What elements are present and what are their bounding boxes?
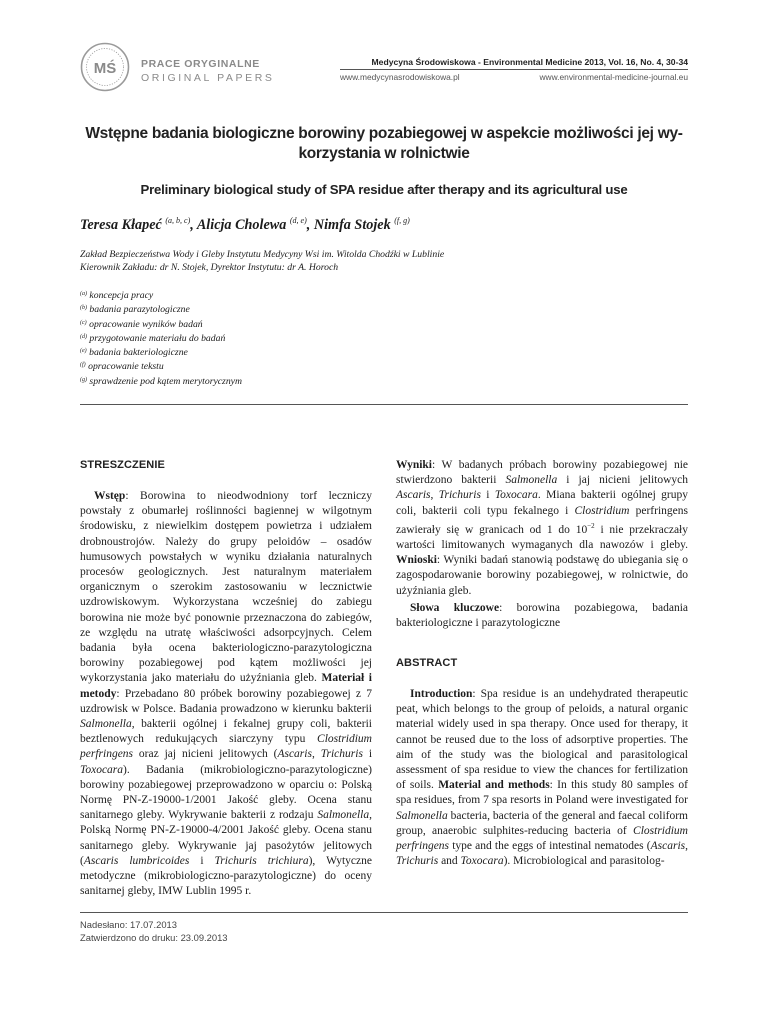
keywords-text: : borowina pozabiegowa, badania bakteriologiczne i parazytologiczne — [396, 602, 688, 630]
streszczenie-continued — [396, 458, 688, 599]
author-name: Alicja Cholewa — [196, 217, 287, 233]
article-type-en: ORIGINAL PAPERS — [141, 72, 275, 84]
journal-url-en[interactable]: www.environmental-medicine-journal.eu — [539, 72, 688, 82]
author-name: Teresa Kłapeć — [80, 217, 162, 233]
contribution-item: $^{(b)}$ badania parazytologiczne — [80, 304, 190, 316]
abstract-paragraph: Introduction: Spa residue is an undehydrated therapeutic peat, which belongs to the group of peloids, a natural organic material widely used in spa therapy. Once used for therapy, it cannot be reused due to the loss of adsorptive properties. The aim of the study was the biological and parasitological assessment of spa residue to view the chances for fertilization of soils. Material and methods: In this study 80 samples of spa residues, from 7 spa resorts in Poland were investigated for Salmonella bacteria, bacteria of the general and faecal coliform group, anaerobic sulphites-reducing bacteria of Clostridium perfringens type and the eggs of intestinal nematodes (Ascaris, Trichuris and Toxocara). Microbiological and parasitolog- — [396, 688, 688, 868]
affiliation-heads: Kierownik Zakładu: dr N. Stojek, Dyrektor Instytutu: dr A. Horoch — [80, 262, 339, 273]
keywords — [396, 601, 688, 631]
contribution-item: $^{(d)}$ przygotowanie materiału do badań — [80, 332, 226, 344]
section-heading-abstract: ABSTRACT — [396, 657, 458, 669]
footer-divider — [80, 912, 688, 913]
article-title-en: Preliminary biological study of SPA residue after therapy and its agricultural use — [140, 182, 628, 197]
contribution-item: $^{(f)}$ opracowanie tekstu — [80, 361, 164, 373]
author-marks: (d, e) — [289, 216, 307, 225]
author-marks: (f, g) — [394, 216, 410, 225]
streszczenie-paragraph-cont: Wyniki: W badanych próbach borowiny pozabiegowej nie stwierdzono bakterii Salmonella i jaj nicieni jelitowych Ascaris, Trichuris i Toxocara. Miana bakterii ogólnej grupy coli, bakterii coli typu fekalnego i Clostridium perfringens zawierały się w granicach od 1 do $10^{-2}$ i nie przekraczały wartości limitowanych wymaganych dla nawozów i gleby. Wnioski: Wyniki badań stanowią podstawę do ubiegania się o zagospodarowanie borowiny pozabiegowej, w rolnictwie, do użyźniania gleb. — [396, 459, 689, 597]
article-type-pl: PRACE ORYGINALNE — [141, 58, 260, 70]
received-date: Nadesłano: 17.07.2013 — [80, 919, 177, 930]
abstract-body — [396, 687, 688, 869]
streszczenie-body — [80, 489, 372, 899]
section-heading-streszczenie: STRESZCZENIE — [80, 459, 165, 471]
contribution-item: $^{(e)}$ badania bakteriologiczne — [80, 347, 188, 359]
streszczenie-paragraph: Wstęp: Borowina to nieodwodniony torf leczniczy powstały z obumarłej roślinności bagiennej w wilgotnym środowisku, z niewielkim dostępem powietrza i udziałem drobnoustrojów. Należy do grupy peloidów – osadów humusowych powstałych w wyniku działania naturalnych procesów geologicznych. Jest naturalnym materiałem organicznym o szerokim zastosowaniu w lecznictwie uzdrowiskowym. Wykorzystana wcześniej do zabiegu borowina nie może być ponownie przeznaczona do zabiegów, ze względu na utratę właściwości adsorpcyjnych. Celem badania była ocena bakteriologiczno-parazytologiczna borowiny pozabiegowej pod kątem możliwości jej wykorzystania jako materiału do użyźniania gleb. Materiał i metody: Przebadano 80 próbek borowiny pozabiegowej z 7 uzdrowisk w Polsce. Badania prowadzono w kierunku bakterii Salmonella, bakterii ogólnej i fekalnej grupy coli, bakterii beztlenowych redukujących siarczyny typu Clostridium perfringens oraz jaj nicieni jelitowych (Ascaris, Trichuris i Toxocara). Badania (mikrobiologiczno-parazytologiczne) borowiny pozabiegowej przeprowadzono w oparciu o: Polską Normę PN-Z-19000-1/2001 Jakość gleby. Ocena stanu sanitarnego gleby. Wykrywanie bakterii z rodzaju Salmonella, Polską Normę PN-Z-19000-4/2001 Jakość gleby. Ocena stanu sanitarnego gleby. Wykrywanie jaj pasożytów jelitowych (Ascaris lumbricoides i Trichuris trichiura), Wytyczne metodyczne (mikrobiologiczno-parazytologiczne) do oceny sanitarnej gleby, IMW Lublin 1995 r. — [80, 490, 373, 898]
affiliation: Zakład Bezpieczeństwa Wody i Gleby Instytutu Medycyny Wsi im. Witolda Chodźki w Lublinie — [80, 249, 445, 260]
keywords-label: Słowa kluczowe — [410, 602, 500, 614]
contribution-item: $^{(c)}$ opracowanie wyników badań — [80, 318, 203, 330]
section-divider — [80, 404, 688, 405]
journal-citation: Medycyna Środowiskowa - Environmental Medicine 2013, Vol. 16, No. 4, 30-34 — [371, 57, 688, 67]
contribution-list — [80, 288, 242, 388]
contribution-item: $^{(a)}$ koncepcja pracy — [80, 290, 154, 301]
author-marks: (a, b, c) — [165, 216, 191, 225]
journal-logo-icon — [80, 42, 130, 92]
article-title-pl: Wstępne badania biologiczne borowiny pozabiegowej w aspekcie możliwości jej wy- korzystania w rolnictwie — [85, 125, 683, 162]
journal-url-pl[interactable]: www.medycynasrodowiskowa.pl — [340, 72, 460, 82]
logo-letters: MŚ — [93, 60, 117, 77]
author-list: Teresa Kłapeć $^{(a, b, c)}$, Alicja Cholewa $^{(d, e)}$, Nimfa Stojek $^{(f, g)}$ — [80, 216, 410, 233]
contribution-item: $^{(g)}$ sprawdzenie pod kątem merytorycznym — [80, 375, 242, 387]
accepted-date: Zatwierdzono do druku: 23.09.2013 — [80, 932, 228, 943]
author-name: Nimfa Stojek — [313, 217, 391, 233]
header-divider — [340, 69, 688, 70]
